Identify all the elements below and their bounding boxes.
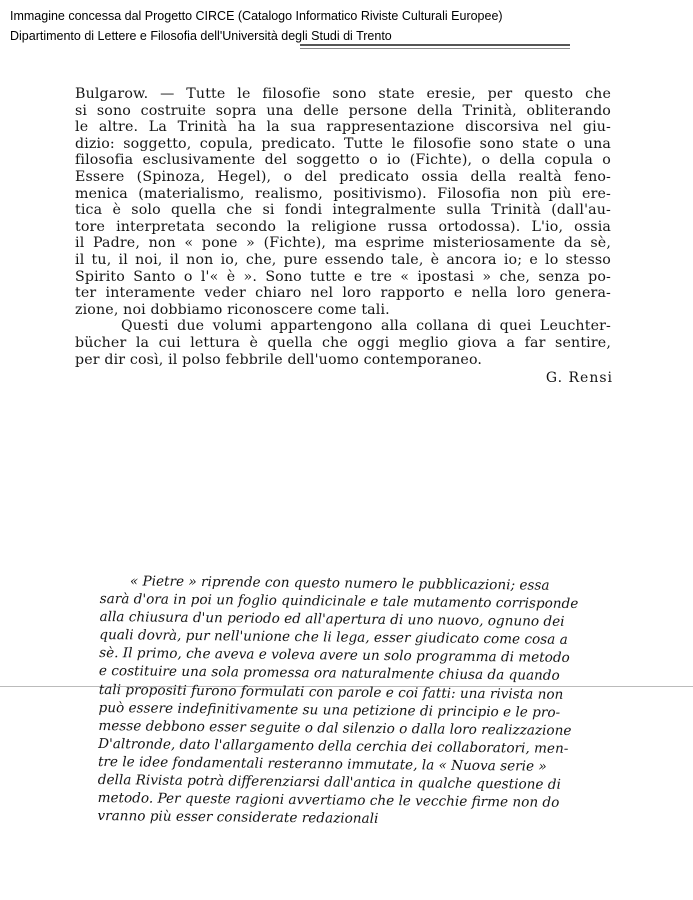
handwritten-line: sè. Il primo, che aveva e voleva avere un solo programma di metodo [99, 645, 570, 667]
handwritten-line: alla chiusura d'un periodo ed all'apertura di uno nuovo, ognuno dei [99, 609, 565, 631]
image-credit-line-2: Dipartimento di Lettere e Filosofia dell'Università degli Studi di Trento [10, 29, 392, 43]
review-line: Essere (Spinoza, Hegel), o del predicato ossia della realtà feno- [75, 168, 611, 185]
review-line: zione, noi dobbiamo riconoscere come tali. [75, 301, 390, 318]
review-line: per dir così, il polso febbrile dell'uomo contemporaneo. [75, 351, 483, 368]
review-signature: G. Rensi [545, 370, 613, 386]
review-line: tica è solo quella che si fondi integralmente sulla Trinità (dall'au- [75, 202, 611, 219]
review-line: Bulgarow. — Tutte le filosofie sono state eresie, per questo che [75, 86, 611, 102]
review-line: dizio: soggetto, copula, predicato. Tutte le filosofie sono state o una [75, 135, 611, 152]
review-line: Questi due volumi appartengono alla collana di quei Leuchter- [121, 318, 611, 335]
review-line: filosofia esclusivamente del soggetto o io (Fichte), o della copula o [75, 152, 611, 169]
review-line: menica (materialismo, realismo, positivismo). Filosofia non più ere- [75, 185, 611, 202]
review-line: il Padre, non « pone » (Fichte), ma esprime misteriosamente da sè, [75, 235, 611, 252]
handwritten-line: « Pietre » riprende con questo numero le pubblicazioni; essa [129, 573, 550, 594]
handwritten-line: vranno più esser considerate redazionali [97, 808, 379, 828]
review-line: bücher la cui lettura è quella che oggi meglio giova a far sentire, [75, 334, 611, 351]
handwritten-note [97, 572, 630, 831]
handwritten-line: può essere indefinitivamente su una petizione di principio e le pro- [98, 699, 561, 721]
review-line: ter interamente veder chiaro nel loro rapporto e nella loro genera- [75, 285, 611, 302]
handwritten-line: metodo. Per queste ragioni avvertiamo che le vecchie firme non do [97, 790, 560, 811]
review-line: tore interpretata secondo la religione russa ortodossa). L'io, ossia [75, 218, 611, 235]
handwritten-line: sarà d'ora in poi un foglio quindicinale e tale mutamento corrisponde [99, 591, 579, 613]
handwritten-line: messe debbono esser seguite o dal silenzio o dalla loro realizzazione [98, 717, 572, 739]
handwritten-line: tali propositi furono formulati con parole e coi fatti: una rivista non [98, 681, 564, 703]
handwritten-line: e costituire una sola promessa ora naturalmente chiusa da quando [98, 663, 560, 685]
image-credit-line-1: Immagine concessa dal Progetto CIRCE (Catalogo Informatico Riviste Culturali Europee) [10, 9, 503, 23]
book-review-text [75, 86, 611, 368]
handwritten-line: della Rivista potrà differenziarsi dall'antica in qualche questione di [97, 772, 561, 793]
header-rule [300, 44, 570, 46]
review-line: Spirito Santo o l'« è ». Sono tutte e tre « ipostasi » che, senza po- [75, 268, 611, 285]
review-line: le altre. La Trinità ha la sua rappresentazione discorsiva nel giu- [75, 119, 611, 136]
handwritten-line: tre le idee fondamentali resteranno immutate, la « Nuova serie » [97, 753, 547, 775]
header-rule-thin [300, 48, 570, 49]
review-line: si sono costruite sopra una delle persone della Trinità, obliterando [75, 102, 611, 119]
handwritten-line: D'altronde, dato l'allargamento della cerchia dei collaboratori, men- [98, 735, 569, 757]
review-line: il tu, il noi, il non io, che, pure essendo tale, è ancora io; e lo stesso [75, 251, 611, 268]
handwritten-line: quali dovrà, pur nell'unione che li lega, esser giudicato come cosa a [99, 627, 568, 649]
